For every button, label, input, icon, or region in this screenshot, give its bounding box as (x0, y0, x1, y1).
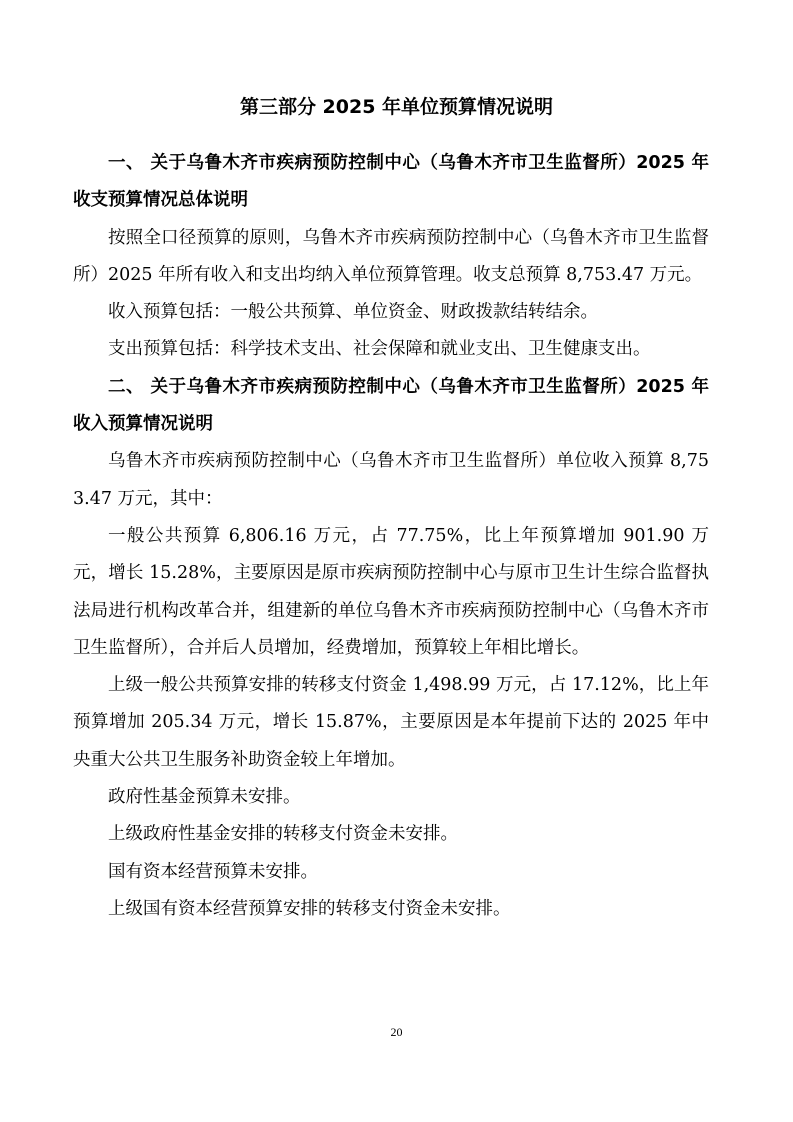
section-1-paragraph-3: 支出预算包括：科学技术支出、社会保障和就业支出、卫生健康支出。 (108, 339, 651, 360)
section-2-paragraph-5: 上级政府性基金安排的转移支付资金未安排。 (108, 824, 458, 845)
section-2-paragraph-6: 国有资本经营预算未安排。 (108, 861, 318, 882)
section-2-paragraph-3: 上级一般公共预算安排的转移支付资金 1,498.99 万元，占 17.12%，比上年预算增加 205.34 万元，增长 15.87%，主要原因是本年提前下达的 2025 年中央重大公共卫生服务补助资金较上年增加。 (73, 675, 709, 770)
section-2-paragraph-7: 上级国有资本经营预算安排的转移支付资金未安排。 (108, 898, 511, 919)
section-2-paragraph-2: 一般公共预算 6,806.16 万元，占 77.75%，比上年预算增加 901.90 万元，增长 15.28%，主要原因是原市疾病预防控制中心与原市卫生计生综合监督执法局进行机构改革合并，组建新的单位乌鲁木齐市疾病预防控制中心（乌鲁木齐市卫生监督所），合并后人员增加，经费增加，预算较上年相比增长。 (73, 525, 709, 658)
section-2-paragraph-1: 乌鲁木齐市疾病预防控制中心（乌鲁木齐市卫生监督所）单位收入预算 8,753.47 万元，其中： (73, 451, 709, 509)
page-number: 20 (390, 1025, 403, 1039)
section-2-paragraph-4: 政府性基金预算未安排。 (108, 787, 301, 808)
document-body (73, 145, 709, 928)
page-title: 第三部分 2025 年单位预算情况说明 (239, 96, 554, 118)
section-1-paragraph-2: 收入预算包括：一般公共预算、单位资金、财政拨款结转结余。 (108, 302, 598, 323)
section-1-heading: 一、 关于乌鲁木齐市疾病预防控制中心（乌鲁木齐市卫生监督所）2025 年收支预算情况总体说明 (73, 153, 709, 211)
section-2-heading: 二、 关于乌鲁木齐市疾病预防控制中心（乌鲁木齐市卫生监督所）2025 年收入预算情况说明 (73, 376, 709, 435)
section-1-paragraph-1: 按照全口径预算的原则，乌鲁木齐市疾病预防控制中心（乌鲁木齐市卫生监督所）2025 年所有收入和支出均纳入单位预算管理。收支总预算 8,753.47 万元。 (73, 227, 709, 285)
